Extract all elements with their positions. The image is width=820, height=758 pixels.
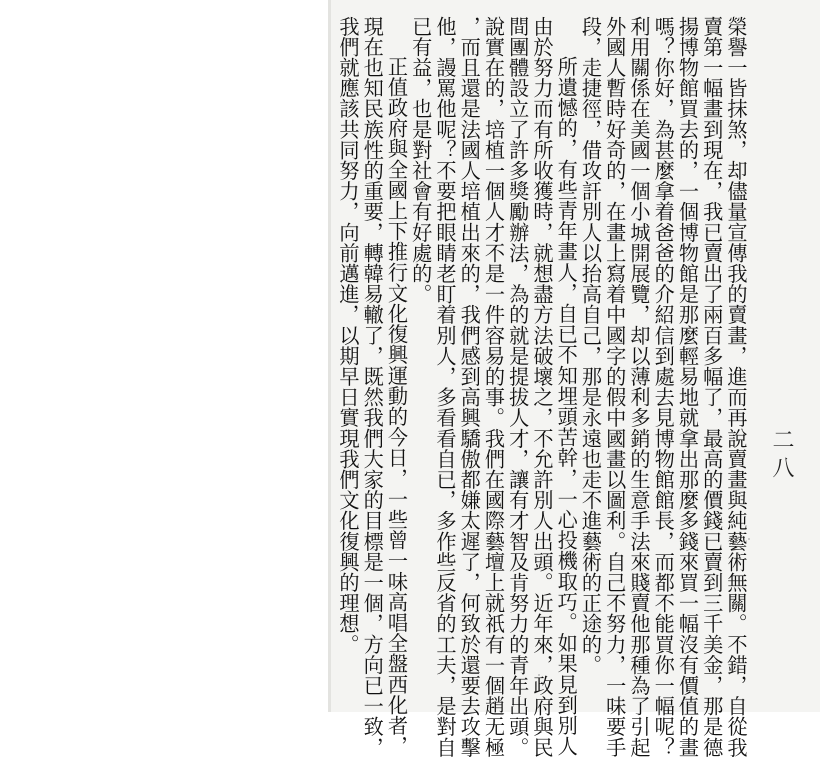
- text-column: 間團體設立了許多獎勵辦法，為的就是提拔人才，讓有才智及肯努力的青年出頭。: [505, 16, 530, 758]
- text-column: 揚博物館買去的，一個博物館是那麼輕易地就拿出那麼多錢來買一幅沒有價值的畫: [675, 16, 700, 758]
- text-column: 嗎？你好，為甚麼拿着爸爸的介紹信到處去見博物館館長，而都不能買你一幅呢？: [651, 16, 676, 758]
- text-column: 由於努力而有所收獲時，就想盡方法破壞之，不允許別人出頭。近年來，政府與民: [530, 16, 554, 758]
- text-column: 賣第一幅畫到現在，我已賣出了兩百多幅了，最高的價錢已賣到三千美金，那是德: [699, 16, 724, 758]
- text-column: 榮譽一皆抹煞，却儘量宣傳我的賣畫，進而再說賣畫與純藝術無關。不錯，自從我: [724, 16, 748, 758]
- text-column: 現在也知民族性的重要，轉韓易轍了，既然我們大家的目標是一個，方向已一致，: [360, 16, 385, 758]
- text-column: 利用關係在美國一個小城開展覽，却以薄利多銷的生意手法來賤賣他那種為了引起: [627, 16, 651, 758]
- text-column: 說實在的，培植一個人才不是一件容易的事。我們在國際藝壇上就祇有一個趙无極: [481, 16, 506, 758]
- text-column: 已有益，也是對社會有好處的。: [408, 16, 433, 305]
- text-column: 我們就應該共同努力，向前邁進，以期早日實現我們文化復興的理想。: [336, 16, 360, 655]
- text-column: 正值政府與全國上下推行文化復興運動的今日，一些曾一味高唱全盤西化者，: [384, 56, 409, 757]
- text-column: 他，謾罵他呢？不要把眼睛老盯着別人，多看看自已，多作些反省的工夫，是對自: [433, 16, 457, 758]
- text-column: ，而且還是法國人培植出來的，我們感到高興驕傲都嫌太遲了，何致於還要去攻擊: [457, 16, 482, 758]
- text-column: 所遺憾的，有些青年畫人，自已不知埋頭苦幹，一心投機取巧。如果見到別人: [554, 56, 579, 757]
- page-number: 二八: [769, 428, 794, 484]
- page-edge: [328, 0, 331, 712]
- text-column: 外國人暫時好奇的，在畫上寫着中國字的假中國畫以圖利。自己不努力，一味要手: [602, 16, 627, 758]
- text-column: 段，走捷徑，借攻訐別人以抬高自己，那是永遠也走不進藝術的正途的。: [578, 16, 603, 676]
